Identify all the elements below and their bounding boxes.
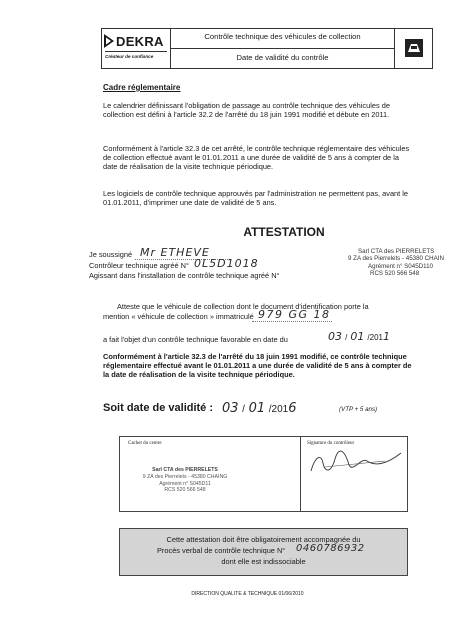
logo-text: DEKRA: [116, 34, 164, 49]
header-emblem-cell: [395, 29, 432, 68]
validity-note: (VTP + 5 ans): [339, 406, 378, 413]
validity-date: 03 / 01 /2016: [222, 401, 297, 416]
immatriculation-value: 979 GG 18: [258, 308, 331, 321]
footer: DIRECTION QUALITE & TECHNIQUE 01/06/2010: [191, 591, 304, 597]
atteste-line-1: Atteste que le véhicule de collection dont le document d'identification porte la: [117, 302, 369, 311]
center-stamp-box: [120, 437, 301, 511]
controller-signature-label: Signature du contrôleur: [307, 441, 355, 446]
document-header: [101, 28, 433, 69]
header-title-cell: [171, 29, 395, 68]
conform-paragraph: Conformément à l'article 32.3 de l'arrêté du 18 juin 1991 modifié, ce contrôle technique réglementaire effectué avant le 01.01.2011 a une durée de validité de 5 ans à compter de la date de réalisation de la visite technique périodique.: [103, 352, 412, 380]
regulatory-paragraph-1: Le calendrier définissant l'obligation de passage au contrôle technique des véhicules de collection est défini à l'article 32.2 de l'arrêté du 18 juin 1991 modifié et débute en 2011.: [103, 101, 390, 120]
stamp-signature-frame: [119, 436, 408, 512]
controleur-label: Contrôleur technique agréé N°: [89, 261, 189, 270]
notice-line-2-label: Procès verbal de contrôle technique N°: [157, 546, 286, 555]
dekra-logo: [102, 29, 171, 68]
center-stamp-label: Cachet du centre: [128, 441, 162, 446]
logo-tagline: Créateur de confiance: [105, 54, 154, 59]
soussigne-value: Mr ETHEVE: [140, 246, 210, 259]
notice-line-3: dont elle est indissociable: [221, 557, 306, 566]
header-title: Contrôle technique des véhicules de collection: [204, 32, 361, 41]
regulatory-paragraph-2: Conformément à l'article 32.3 de cet arrêté, le contrôle technique réglementaire des véhicules de collection effectué avant le 01.01.2011 a une durée de validité de 5 ans à compter de la date de réalisation de la visite technique périodique.: [103, 144, 410, 172]
agissant-label: Agissant dans l'installation de contrôle technique agréé N°: [89, 271, 280, 280]
pv-number: 0460786932: [296, 543, 365, 554]
header-subtitle: Date de validité du contrôle: [236, 53, 329, 62]
regulatory-paragraph-3: Les logiciels de contrôle technique approuvés par l'administration ne permettent pas, avant le 01.01.2011, d'imprimer une date de validité de 5 ans.: [103, 189, 409, 208]
favorable-label: a fait l'objet d'un contrôle technique favorable en date du: [103, 335, 288, 344]
controller-signature-icon: [305, 447, 405, 477]
regulatory-heading: Cadre réglementaire: [103, 83, 181, 92]
attestation-title: ATTESTATION: [243, 225, 325, 239]
notice-line-1: Cette attestation doit être obligatoirement accompagnée du: [166, 535, 361, 544]
control-date: 03 / 01 /2011: [328, 330, 391, 343]
soussigne-label: Je soussigné: [89, 250, 133, 259]
atteste-line-2-label: mention « véhicule de collection » immatriculé: [103, 312, 254, 321]
validity-label: Soit date de validité :: [103, 402, 214, 414]
notice-box: [119, 528, 408, 576]
controller-signature-box: [301, 437, 407, 511]
controleur-number: 0L5D1018: [194, 257, 259, 270]
center-stamp-top: Sarl CTA des PIERRELETS 9 ZA des Pierrelets - 45380 CHAIN Agrément n° S045D110 RCS 520 566 548: [348, 248, 444, 278]
dekra-arrow-icon: [104, 34, 114, 48]
vehicle-emblem-icon: [404, 38, 424, 58]
center-stamp: Sarl CTA des PIERRELETS 9 ZA des Pierrelets - 45380 CHAING Agrément n° S045D11 RCS 520 566 548: [142, 467, 228, 494]
